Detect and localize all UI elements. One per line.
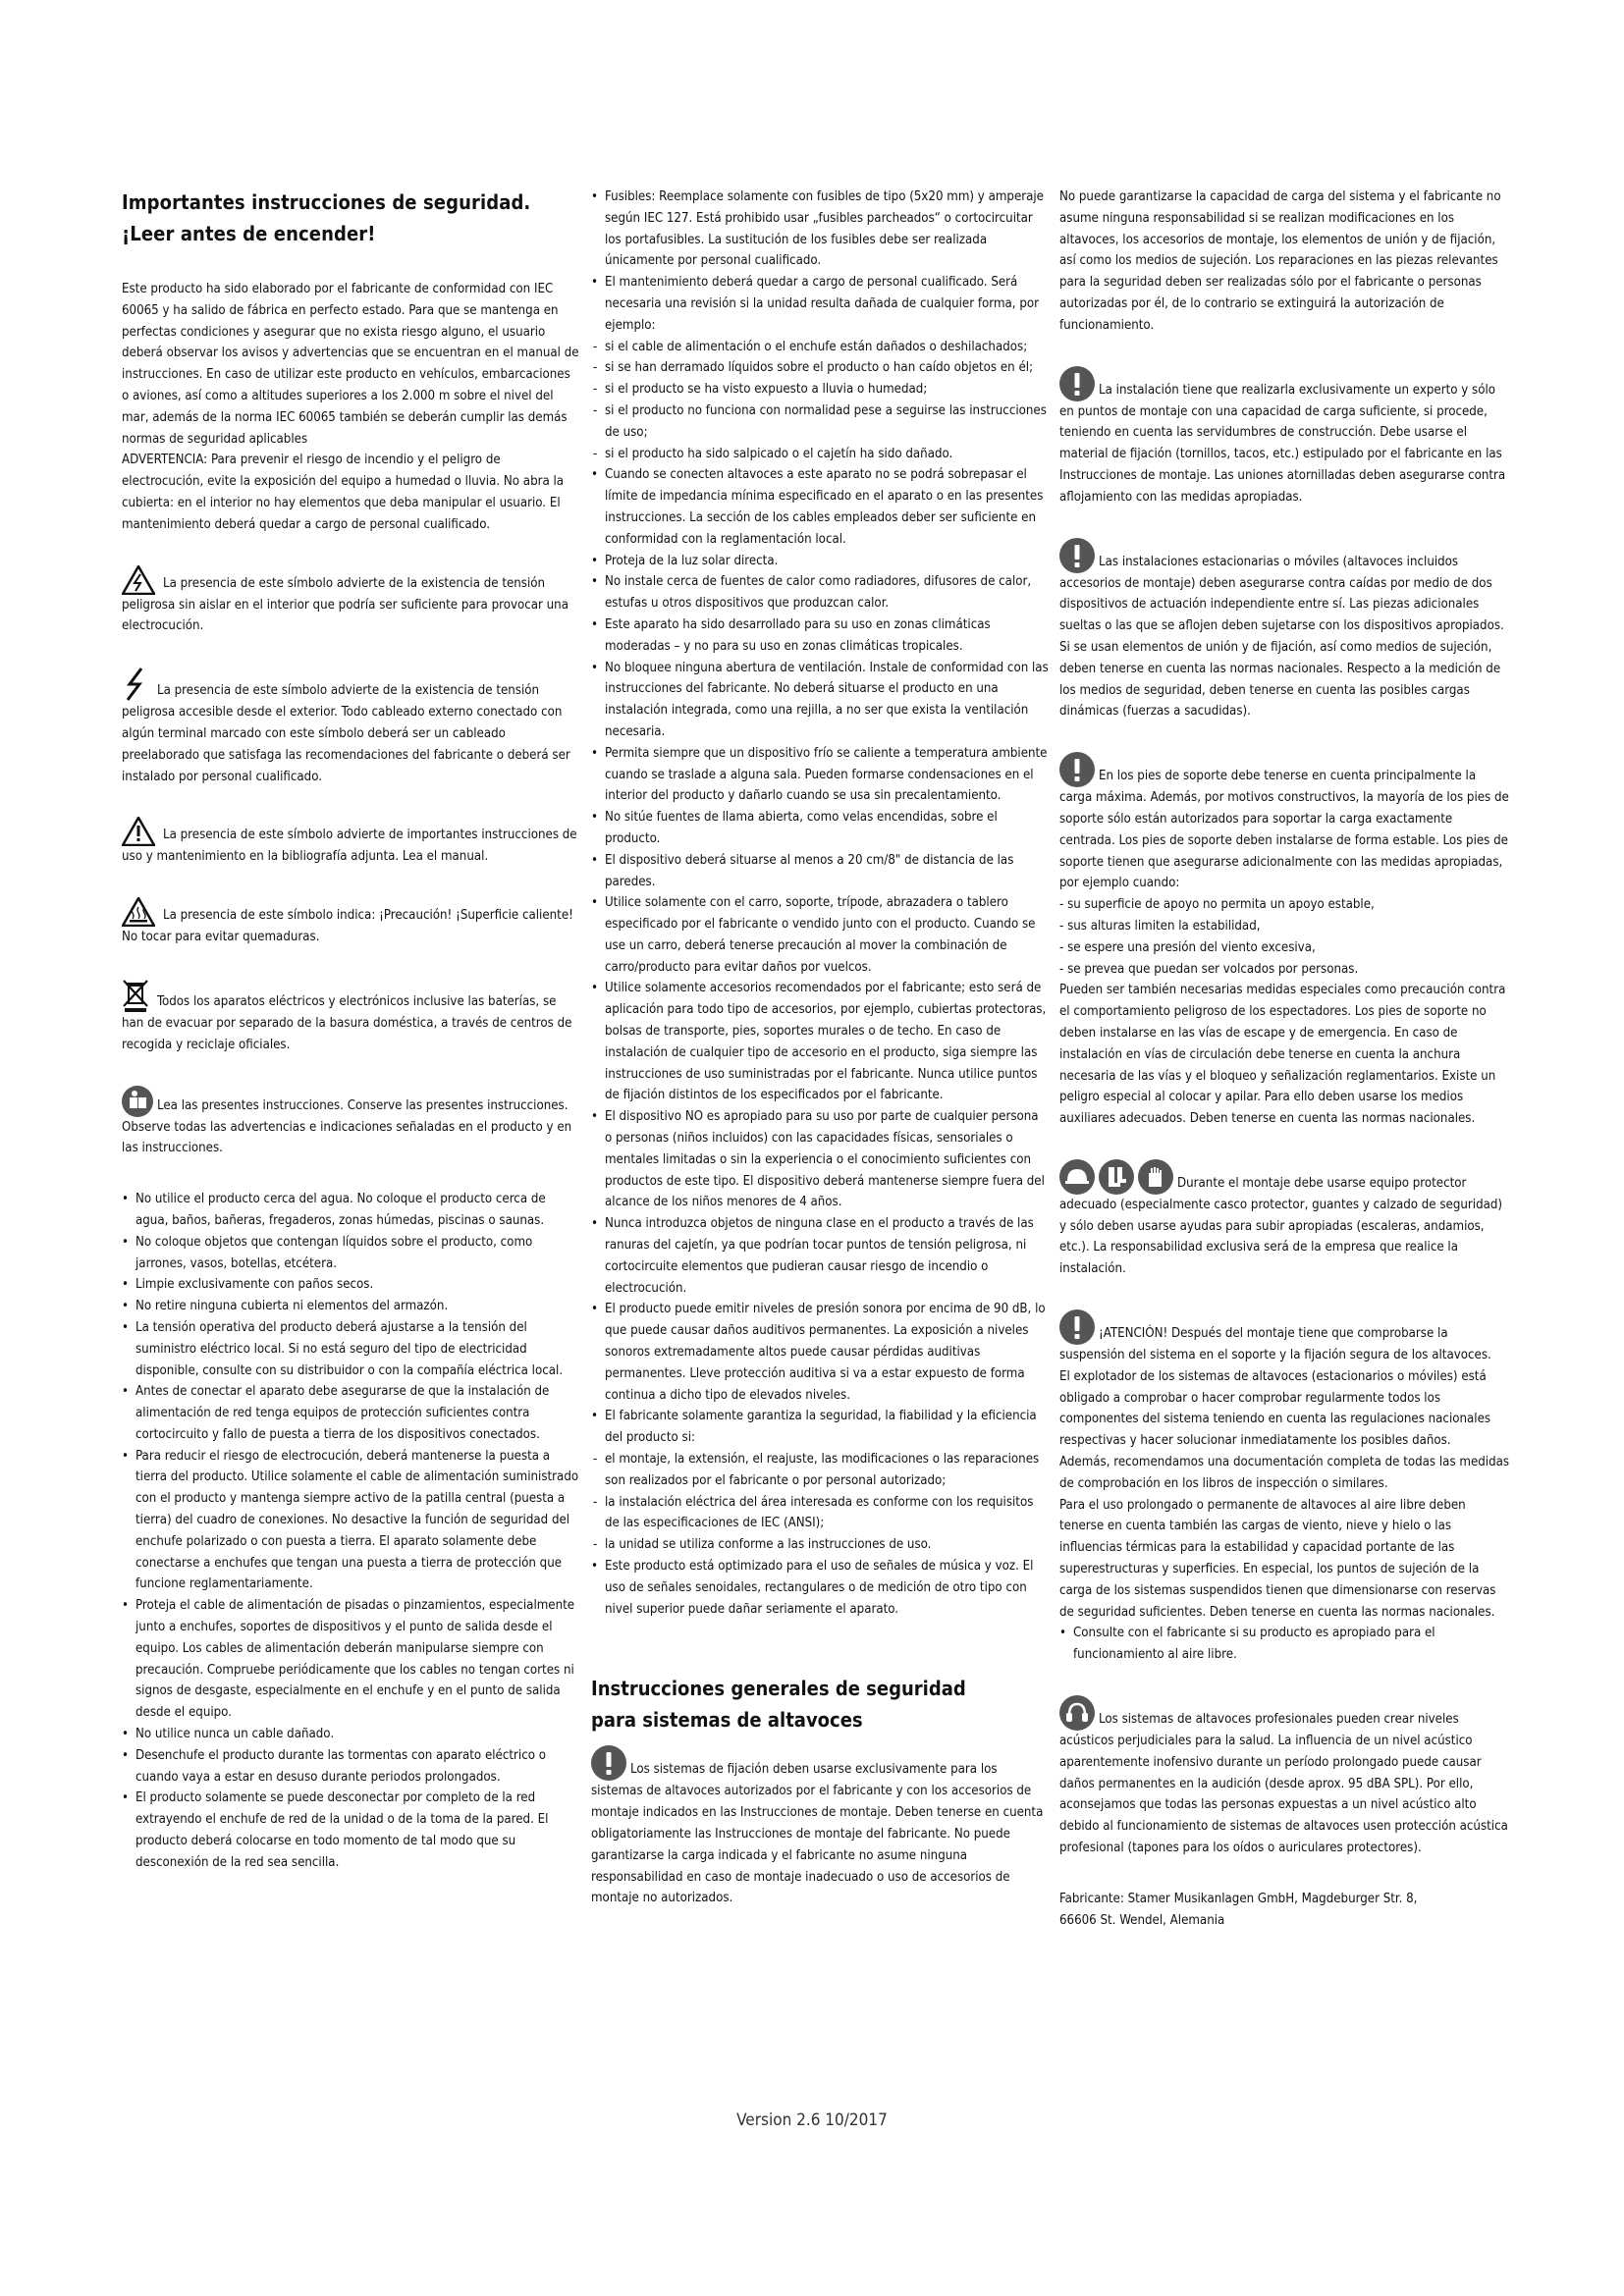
list-item: • Para reducir el riesgo de electrocución, deberá mantenerse la puesta a tierra del producto. Utilice solamente el cable de alimentación suministrado con el producto y mantenga siempre activo de la patilla central (puesta a tierra) del cuadro de conexiones. No desactive la función de seguridad del enchufe polarizado o con puesta a tierra. El aparato solamente debe conectarse a enchufes que tengan una puesta a tierra de protección que funcione reglamentariamente. (122, 1446, 579, 1596)
dash-item: - si el cable de alimentación o el enchufe están dañados o deshilachados; (591, 337, 1049, 358)
list-item: • Este producto está optimizado para el uso de señales de música y voz. El uso de señales senoidales, rectangulares o de medición de otro tipo con nivel superior puede dañar seriamente el aparato. (591, 1556, 1049, 1620)
page-title (122, 187, 579, 249)
exclamation-warning: La presencia de este símbolo advierte de importantes instrucciones de uso y mantenimiento en la bibliografía adjunta. Lea el manual. (122, 817, 579, 868)
protective-equipment-paragraph: Durante el montaje debe usarse equipo protector adecuado (especialmente casco protector, guantes y calzado de seguridad) y sólo deben usarse ayudas para subir apropiadas (escaleras, andamios, etc.). La responsabilidad exclusiva será de la empresa que realice la instalación. (1059, 1159, 1511, 1280)
manufacturer-line-1: Fabricante: Stamer Musikanlagen GmbH, Magdeburger Str. 8, (1059, 1891, 1418, 1906)
exclamation-triangle-icon (122, 817, 155, 846)
stand-paragraph: En los pies de soporte debe tenerse en cuenta principalmente la carga máxima. Además, por motivos constructivos, la mayoría de los pies de soporte sólo están autorizados para soportar la carga exactamente centrada. Los pies de soporte deben instalarse de forma estable. Los pies de soporte tienen que asegurarse adicionalmente con las medidas apropiadas, por ejemplo cuando: (1059, 752, 1511, 894)
dash-item: - la instalación eléctrica del área interesada es conforme con los requisitos de las especificaciones de IEC (ANSI); (591, 1492, 1049, 1535)
usage-bullet-list (591, 464, 1049, 1449)
signal-bullet-list (591, 1556, 1049, 1620)
list-item: - sus alturas limiten la estabilidad, (1059, 918, 1261, 934)
mandatory-exclamation-icon (591, 1745, 626, 1781)
manufacturer-line-2: 66606 St. Wendel, Alemania (1059, 1912, 1225, 1928)
voltage-warning-icon (122, 565, 155, 595)
list-item: • Cuando se conecten altavoces a este aparato no se podrá sobrepasar el límite de impedancia mínima especificado en el aparato o en las presentes instrucciones. La sección de los cables empleados deber ser suficiente en conformidad con la reglamentación local. (591, 464, 1049, 550)
gloves-icon (1138, 1159, 1173, 1195)
list-item: • Permita siempre que un dispositivo frío se caliente a temperatura ambiente cuando se traslade a alguna sala. Pueden formarse condensaciones en el interior del producto y dañarlo cuando se usa sin precalentamiento. (591, 743, 1049, 807)
read-manual-icon (122, 1086, 153, 1117)
list-item: • No bloquee ninguna abertura de ventilación. Instale de conformidad con las instrucciones del fabricante. No deberá situarse el producto en una instalación integrada, como una rejilla, a no ser que exista la ventilación necesaria. (591, 658, 1049, 743)
list-item: • Utilice solamente con el carro, soporte, trípode, abrazadera o tablero especificado por el fabricante o vendido junto con el producto. Cuando se use un carro, deberá tenerse precaución al mover la combinación de carro/producto para evitar daños por vuelcos. (591, 892, 1049, 978)
read-instructions-notice: Lea las presentes instrucciones. Conserve las presentes instrucciones. Observe todas las advertencias e indicaciones señaladas en el producto y en las instrucciones. (122, 1086, 579, 1160)
spectators-paragraph: Pueden ser también necesarias medidas especiales como precaución contra el comportamiento peligroso de los espectadores. Los pies de soporte no deben instalarse en las vías de escape y de emergencia. En caso de instalación en vías de circulación debe tenerse en cuenta la anchura necesaria de las vías y el bloqueo y señalización reglamentarios. Existe un peligro especial al colocar y apilar. Para ello deben usarse los medios auxiliares adecuados. Deben tenerse en cuenta las normas nacionales. (1059, 983, 1506, 1127)
voltage-warning: La presencia de este símbolo advierte de la existencia de tensión peligrosa sin aislar en el interior que podría ser suficiente para provocar una electrocución. (122, 565, 579, 638)
list-item: • Fusibles: Reemplace solamente con fusibles de tipo (5x20 mm) y amperaje según IEC 127. Está prohibido usar „fusibles parcheados“ o cortocircuitar los portafusibles. La sustitución de los fusibles debe ser realizada únicamente por personal cualificado. (591, 187, 1049, 272)
load-capacity-paragraph: No puede garantizarse la capacidad de carga del sistema y el fabricante no asume ninguna responsabilidad si se realizan modificaciones en los altavoces, los accesorios de montaje, los elementos de unión y de fijación, así como los medios de sujeción. Los reparaciones en las piezas relevantes para la seguridad deben ser realizadas sólo por el fabricante o personas autorizadas por él, de lo contrario se extinguirá la autorización de funcionamiento. (1059, 189, 1501, 333)
documentation-paragraph: Además, recomendamos una documentación completa de todas las medidas de comprobación en los libros de inspección o similares. (1059, 1455, 1510, 1491)
list-item: - su superficie de apoyo no permita un apoyo estable, (1059, 897, 1375, 913)
mandatory-exclamation-icon (1059, 1309, 1095, 1345)
maintenance-bullet-list (591, 187, 1049, 337)
list-item: • No instale cerca de fuentes de calor como radiadores, difusores de calor, estufas u otros dispositivos que produzcan calor. (591, 571, 1049, 614)
warning-paragraph: ADVERTENCIA: Para prevenir el riesgo de incendio y el peligro de electrocución, evite la exposición del equipo a humedad o lluvia. No abra la cubierta: en el interior no hay elementos que deba manipular el usuario. El mantenimiento deberá quedar a cargo de personal cualificado. (122, 453, 565, 532)
dash-item: - la unidad se utiliza conforme a las instrucciones de uso. (591, 1534, 1049, 1556)
dash-item: - si el producto ha sido salpicado o el cajetín ha sido dañado. (591, 444, 1049, 465)
hot-surface-warning: La presencia de este símbolo indica: ¡Precaución! ¡Superficie caliente! No tocar para evitar quemaduras. (122, 897, 579, 948)
dash-item: - si el producto no funciona con normalidad pese a seguirse las instrucciones de uso; (591, 400, 1049, 444)
section-title-line-2: para sistemas de altavoces (591, 1708, 863, 1733)
title-line-1: Importantes instrucciones de seguridad. (122, 190, 531, 214)
list-item: • El dispositivo deberá situarse al menos a 20 cm/8" de distancia de las paredes. (591, 850, 1049, 893)
list-item: - se espere una presión del viento excesiva, (1059, 939, 1316, 955)
title-line-2: ¡Leer antes de encender! (122, 222, 376, 245)
crossed-bin-icon (122, 978, 149, 1013)
manufacturer-info (1059, 1889, 1511, 1932)
list-item: • La tensión operativa del producto deberá ajustarse a la tensión del suministro eléctrico local. Si no está seguro del tipo de electricidad disponible, consulte con su distribuidor o con la compañía eléctrica local. (122, 1317, 579, 1381)
dash-item: - si el producto se ha visto expuesto a lluvia o humedad; (591, 379, 1049, 400)
list-item: • Proteja el cable de alimentación de pisadas o pinzamientos, especialmente junto a enchufes, soportes de dispositivos y el punto de salida desde el equipo. Los cables de alimentación deberán manipularse siempre con precaución. Compruebe periódicamente que los cables no tengan cortes ni signos de desgaste, especialmente en el enchufe y en el punto de salida desde el equipo. (122, 1595, 579, 1724)
dash-item: - el montaje, la extensión, el reajuste, las modificaciones o las reparaciones son realizados por el fabricante o por personal autorizado; (591, 1449, 1049, 1492)
list-item: • No utilice nunca un cable dañado. (122, 1724, 579, 1745)
column-1 (122, 187, 579, 1874)
installation-expert-paragraph: La instalación tiene que realizarla exclusivamente un experto y sólo en puntos de montaje con una capacidad de carga suficiente, si procede, teniendo en cuenta las servidumbres de construcción. Debe usarse el material de fijación (tornillos, tacos, etc.) estipulado por el fabricante en las Instrucciones de montaje. Las uniones atornilladas deben asegurarse contra aflojamiento con las medidas apropiadas. (1059, 366, 1511, 508)
list-item: • El producto solamente se puede desconectar por completo de la red extrayendo el enchufe de red de la unidad o de la toma de la pared. El producto deberá colocarse en todo momento de tal modo que su desconexión de la red sea sencilla. (122, 1788, 579, 1873)
section-title-speakers (591, 1673, 1049, 1735)
boots-icon (1099, 1159, 1134, 1195)
column-3 (1059, 187, 1511, 1931)
helmet-icon (1059, 1159, 1095, 1195)
hot-surface-icon (122, 897, 155, 927)
list-item: • El producto puede emitir niveles de presión sonora por encima de 90 dB, lo que puede causar daños auditivos permanentes. La exposición a niveles sonoros extremadamente altos puede causar pérdidas auditivas permanentes. Lleve protección auditiva si va a estar expuesto de forma continua a dicho tipo de elevados niveles. (591, 1299, 1049, 1406)
version-footer: Version 2.6 10/2017 (736, 2110, 888, 2130)
list-item: • Este aparato ha sido desarrollado para su uso en zonas climáticas moderadas – y no para su uso en zonas climáticas tropicales. (591, 614, 1049, 658)
column-2 (591, 187, 1049, 1909)
outdoor-paragraph: Para el uso prolongado o permanente de altavoces al aire libre deben tenerse en cuenta también las cargas de viento, nieve y hielo o las influencias térmicas para la estabilidad y capacidad portante de las superestructuras y superficies. En especial, los puntos de sujeción de la carga de los sistemas suspendidos tienen que dimensionarse con reservas de seguridad suficientes. Deben tenerse en cuenta las normas nacionales. (1059, 1497, 1496, 1620)
list-item: • No retire ninguna cubierta ni elementos del armazón. (122, 1296, 579, 1317)
mandatory-exclamation-icon (1059, 752, 1095, 787)
list-item: • Limpie exclusivamente con paños secos. (122, 1274, 579, 1296)
list-item: • El mantenimiento deberá quedar a cargo de personal cualificado. Será necesaria una revisión si la unidad resulta dañada de cualquier forma, por ejemplo: (591, 272, 1049, 336)
list-item: • Proteja de la luz solar directa. (591, 551, 1049, 572)
outdoor-bullet-list (1059, 1623, 1511, 1666)
lightning-warning: La presencia de este símbolo advierte de la existencia de tensión peligrosa accesible desde el exterior. Todo cableado externo conectado con algún terminal marcado con este símbolo deberá ser un cableado preelaborado que satisfaga las recomendaciones del fabricante o deberá ser instalado por personal cualificado. (122, 667, 579, 787)
fixing-systems-paragraph: Los sistemas de fijación deben usarse exclusivamente para los sistemas de altavoces autorizados por el fabricante y con los accesorios de montaje indicados en las Instrucciones de montaje. Deben tenerse en cuenta obligatoriamente las Instrucciones de montaje del fabricante. No puede garantizarse la carga indicada y el fabricante no asume ninguna responsabilidad en caso de montaje inadecuado o uso de accesorios de montaje no autorizados. (591, 1745, 1049, 1909)
weee-notice: Todos los aparatos eléctricos y electrónicos inclusive las baterías, se han de evacuar por separado de la basura doméstica, a través de centros de recogida y reciclaje oficiales. (122, 978, 579, 1056)
hearing-paragraph: Los sistemas de altavoces profesionales pueden crear niveles acústicos perjudiciales para la salud. La influencia de un nivel acústico aparentemente inofensivo durante un período prolongado puede causar daños permanentes en la audición (desde aprox. 95 dBA SPL). Por ello, aconsejamos que todas las personas expuestas a un nivel acústico alto debido al funcionamiento de sistemas de altavoces usen protección acústica profesional (tapones para los oídos o auriculares protectores). (1059, 1695, 1511, 1859)
list-item: • No sitúe fuentes de llama abierta, como velas encendidas, sobre el producto. (591, 807, 1049, 850)
fall-protection-paragraph: Las instalaciones estacionarias o móviles (altavoces incluidos accesorios de montaje) deben asegurarse contra caídas por medio de dos dispositivos de actuación independiente entre sí. Las piezas adicionales sueltas o las que se aflojen deben sujetarse con los dispositivos apropiados. Si se usan elementos de unión y de fijación, así como medios de sujeción, deben tenerse en cuenta las normas nacionales. Respecto a la medición de los medios de seguridad, deben tenerse en cuenta las posibles cargas dinámicas (fuerzas a sacudidas). (1059, 538, 1511, 723)
ear-protection-icon (1059, 1695, 1095, 1731)
list-item: • El fabricante solamente garantiza la seguridad, la fiabilidad y la eficiencia del producto si: (591, 1406, 1049, 1449)
safety-bullet-list (122, 1189, 579, 1874)
list-item: • Consulte con el fabricante si su producto es apropiado para el funcionamiento al aire libre. (1059, 1623, 1511, 1666)
list-item: • El dispositivo NO es apropiado para su uso por parte de cualquier persona o personas (niños incluidos) con las capacidades físicas, sensoriales o mentales limitadas o sin la experiencia o el conocimiento suficientes con productos de este tipo. El dispositivo deberá mantenerse siempre fuera del alcance de los niños menores de 4 años. (591, 1106, 1049, 1213)
section-title-line-1: Instrucciones generales de seguridad (591, 1677, 966, 1701)
list-item: • No utilice el producto cerca del agua. No coloque el producto cerca de agua, baños, bañeras, fregaderos, zonas húmedas, piscinas o saunas. (122, 1189, 579, 1232)
list-item: • No coloque objetos que contengan líquidos sobre el producto, como jarrones, vasos, botellas, etcétera. (122, 1232, 579, 1275)
mandatory-exclamation-icon (1059, 366, 1095, 401)
list-item: • Antes de conectar el aparato debe asegurarse de que la instalación de alimentación de red tenga equipos de protección suficientes contra cortocircuito y fallo de puesta a tierra de los dispositivos conectados. (122, 1381, 579, 1445)
list-item: - se prevea que puedan ser volcados por personas. (1059, 961, 1359, 977)
operator-paragraph: El explotador de los sistemas de altavoces (estacionarios o móviles) está obligado a comprobar o hacer comprobar regularmente todos los componentes del sistema teniendo en cuenta las regulaciones nacionales respectivas y hacer solucionar inmediatamente los posibles daños. (1059, 1368, 1491, 1449)
attention-paragraph: ¡ATENCIÓN! Después del montaje tiene que comprobarse la suspensión del sistema en el soporte y la fijación segura de los altavoces. (1059, 1309, 1511, 1366)
intro-paragraph: Este producto ha sido elaborado por el fabricante de conformidad con IEC 60065 y ha salido de fábrica en perfecto estado. Para que se mantenga en perfectas condiciones y asegurar que no exista riesgo alguno, el usuario deberá observar los avisos y advertencias que se encuentran en el manual de instrucciones. En caso de utilizar este producto en vehículos, embarcaciones o aviones, así como a altitudes superiores a los 2.000 m sobre el nivel del mar, además de la norma IEC 60065 también se deberán cumplir las demás normas de seguridad aplicables (122, 282, 579, 447)
mandatory-exclamation-icon (1059, 538, 1095, 573)
lightning-bolt-icon (122, 667, 149, 702)
dash-item: - si se han derramado líquidos sobre el producto o han caído objetos en él; (591, 357, 1049, 379)
list-item: • Utilice solamente accesorios recomendados por el fabricante; esto será de aplicación para todo tipo de accesorios, por ejemplo, cubiertas protectoras, bolsas de transporte, pies, soportes murales o de techo. En caso de instalación de cualquier tipo de accesorio en el producto, siga siempre las instrucciones de uso suministradas por el fabricante. Nunca utilice puntos de fijación distintos de los especificados por el fabricante. (591, 978, 1049, 1106)
list-item: • Nunca introduzca objetos de ninguna clase en el producto a través de las ranuras del cajetín, ya que podrían tocar puntos de tensión peligrosa, ni cortocircuite elementos que pudieran causar riesgo de incendio o electrocución. (591, 1213, 1049, 1299)
list-item: • Desenchufe el producto durante las tormentas con aparato eléctrico o cuando vaya a estar en desuso durante periodos prolongados. (122, 1745, 579, 1789)
